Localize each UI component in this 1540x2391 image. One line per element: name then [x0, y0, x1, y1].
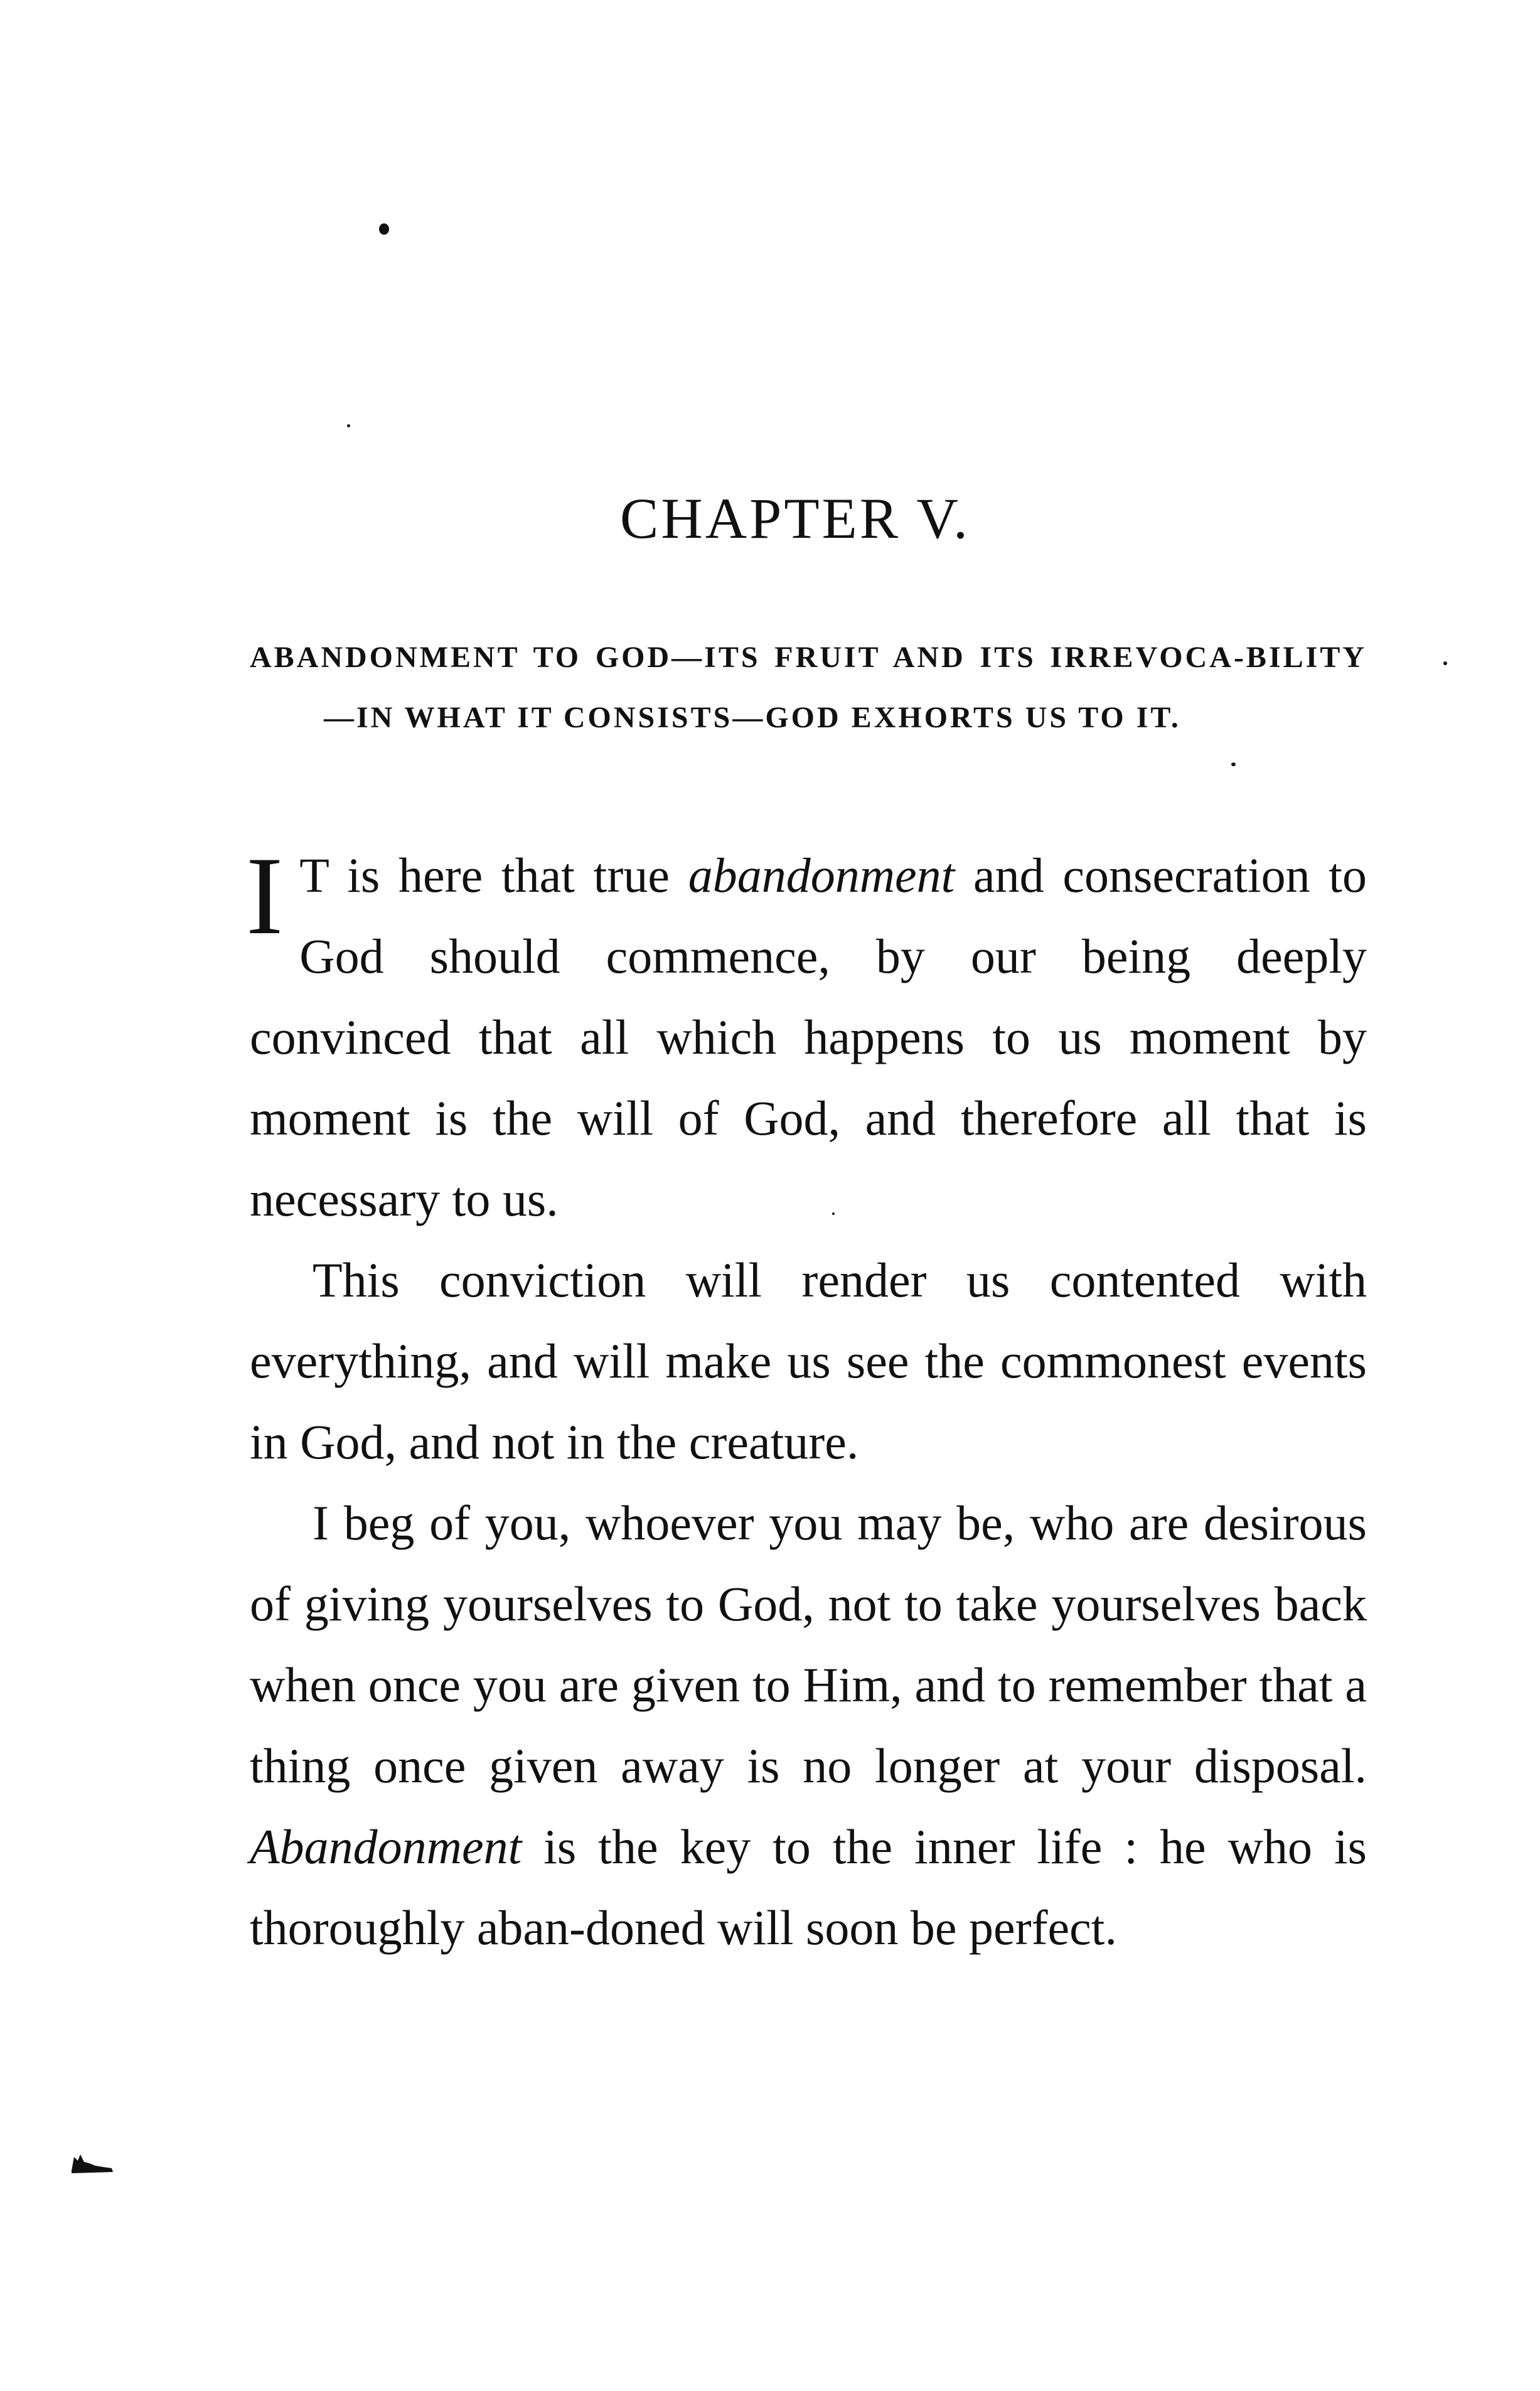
drop-cap: I [246, 833, 284, 958]
paragraph-2: This conviction will render us contented with everything, and will make us see the commonest events in God, and not in the creature. [250, 1253, 1367, 1469]
chapter-synopsis: ABANDONMENT TO GOD—ITS FRUIT AND ITS IRREVOCA-BILITY—IN WHAT IT CONSISTS—GOD EXHORTS US TO IT. [250, 641, 1367, 734]
paragraph-1 [246, 833, 1367, 1239]
paragraph-1-lead: T is here that true [299, 848, 688, 902]
paragraph-3-lead: I beg of you, whoever you may be, who are desirous of giving yourselves to God, not to take yourselves back when once you are given to Him, and to remember that a thing once given away is no longer at your disposal. [250, 1495, 1367, 1793]
paragraph-3-rest: is the key to the inner life : he who is thoroughly aban-doned will soon be perfect. [250, 1819, 1367, 1955]
library-stamp-icon [70, 2149, 114, 2174]
scan-speck [1231, 762, 1236, 766]
paragraph-3-emphasis: Abandonment [250, 1819, 522, 1874]
paragraph-1-rest: and consecration to God should commence, by our being deeply convinced that all which happens to us moment by moment is the will of God, and therefore all that is necessary to us. [250, 848, 1367, 1226]
scan-speck [347, 424, 350, 427]
scan-speck [1443, 661, 1447, 665]
paragraph-1-emphasis: abandonment [688, 848, 955, 902]
paragraph-3 [250, 1482, 1367, 1968]
chapter-title: CHAPTER V. [619, 486, 971, 550]
scan-speck [379, 223, 389, 235]
chapter-body [246, 833, 1367, 1968]
